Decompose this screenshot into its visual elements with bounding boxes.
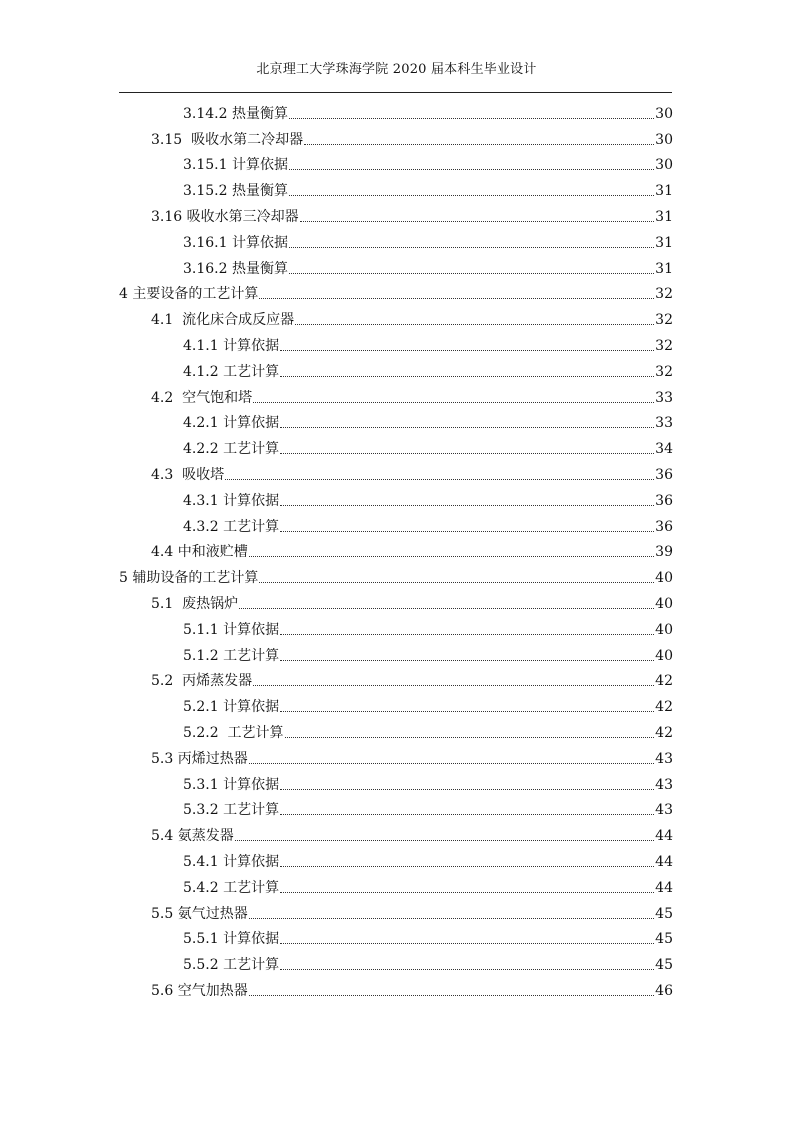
toc-entry[interactable] [119,458,673,484]
dot-leader [259,298,654,299]
toc-entry-title: 4.4 中和液贮槽 [151,544,248,561]
toc-entry-title: 5.5.1 计算依据 [183,931,280,948]
toc-entry-title: 5.2.1 计算依据 [183,699,280,716]
dot-leader [280,892,654,893]
dot-leader [280,660,654,661]
toc-entry-page-number: 42 [655,699,673,716]
dot-leader [249,556,654,557]
toc-entry[interactable] [119,561,673,587]
toc-entry-title: 4.2.2 工艺计算 [183,441,280,458]
dot-leader [249,918,654,919]
toc-entry-page-number: 33 [655,389,673,406]
toc-entry-title: 5.1 废热锅炉 [151,595,239,612]
toc-entry-page-number: 45 [655,905,673,922]
toc-entry[interactable] [119,665,673,691]
toc-entry[interactable] [119,407,673,433]
toc-entry[interactable] [119,200,673,226]
toc-entry-page-number: 43 [655,750,673,767]
toc-entry-title: 4.1.2 工艺计算 [183,363,280,380]
toc-entry-page-number: 31 [655,208,673,225]
toc-entry[interactable] [119,303,673,329]
toc-entry-page-number: 30 [655,131,673,148]
toc-entry[interactable] [119,226,673,252]
toc-entry-title: 5.6 空气加热器 [151,982,248,999]
toc-entry-page-number: 44 [655,879,673,896]
toc-entry-title: 5.5 氨气过热器 [151,905,248,922]
toc-entry-title: 3.15.2 热量衡算 [183,183,288,200]
toc-entry[interactable] [119,613,673,639]
toc-entry[interactable] [119,381,673,407]
toc-entry-title: 5.4.1 计算依据 [183,853,280,870]
toc-entry[interactable] [119,794,673,820]
toc-entry-title: 5.1.1 计算依据 [183,621,280,638]
dot-leader [253,685,654,686]
toc-entry-title: 3.15.1 计算依据 [183,157,288,174]
toc-entry-page-number: 36 [655,518,673,535]
dot-leader [235,840,654,841]
toc-entry[interactable] [119,974,673,1000]
toc-entry-title: 5.3 丙烯过热器 [151,750,248,767]
toc-entry[interactable] [119,948,673,974]
toc-entry-page-number: 31 [655,183,673,200]
toc-entry-title: 5.4 氨蒸发器 [151,828,234,845]
dot-leader [280,376,654,377]
dot-leader [280,505,654,506]
toc-entry-title: 3.16.1 计算依据 [183,234,288,251]
toc-entry-title: 4.2.1 计算依据 [183,415,280,432]
toc-entry-page-number: 40 [655,621,673,638]
dot-leader [280,711,654,712]
toc-entry-title: 3.14.2 热量衡算 [183,105,288,122]
toc-entry-title: 4.2 空气饱和塔 [151,389,253,406]
toc-entry[interactable] [119,742,673,768]
toc-entry-page-number: 45 [655,957,673,974]
toc-entry-page-number: 32 [655,337,673,354]
dot-leader [300,221,655,222]
toc-entry-page-number: 40 [655,570,673,587]
dot-leader [295,324,654,325]
dot-leader [259,582,654,583]
toc-entry[interactable] [119,768,673,794]
dot-leader [289,169,654,170]
toc-entry-title: 5 辅助设备的工艺计算 [119,570,259,587]
dot-leader [280,943,654,944]
dot-leader [289,195,654,196]
toc-entry[interactable] [119,716,673,742]
toc-entry-page-number: 46 [655,982,673,999]
toc-entry-title: 4 主要设备的工艺计算 [119,286,259,303]
toc-entry[interactable] [119,536,673,562]
toc-entry-title: 4.1.1 计算依据 [183,337,280,354]
dot-leader [280,427,654,428]
toc-entry[interactable] [119,278,673,304]
toc-entry-page-number: 32 [655,363,673,380]
toc-entry-page-number: 42 [655,673,673,690]
toc-entry-page-number: 31 [655,260,673,277]
toc-entry[interactable] [119,819,673,845]
toc-entry[interactable] [119,897,673,923]
toc-entry[interactable] [119,355,673,381]
toc-entry-page-number: 32 [655,286,673,303]
dot-leader [253,402,654,403]
toc-entry[interactable] [119,484,673,510]
dot-leader [289,247,654,248]
toc-entry-page-number: 40 [655,647,673,664]
dot-leader [280,969,654,970]
dot-leader [280,866,654,867]
toc-entry-page-number: 40 [655,595,673,612]
toc-entry[interactable] [119,329,673,355]
toc-entry[interactable] [119,639,673,665]
toc-entry-title: 5.1.2 工艺计算 [183,647,280,664]
dot-leader [249,763,654,764]
toc-entry[interactable] [119,123,673,149]
dot-leader [289,273,654,274]
toc-entry-page-number: 45 [655,931,673,948]
toc-entry-page-number: 44 [655,853,673,870]
toc-entry-page-number: 33 [655,415,673,432]
toc-entry-page-number: 32 [655,312,673,329]
toc-entry[interactable] [119,97,673,123]
toc-entry-page-number: 43 [655,776,673,793]
toc-entry-title: 3.16 吸收水第三冷却器 [151,208,299,225]
toc-entry-page-number: 43 [655,802,673,819]
toc-entry-title: 5.3.2 工艺计算 [183,802,280,819]
toc-entry[interactable] [119,587,673,613]
toc-entry[interactable] [119,923,673,949]
toc-entry-page-number: 34 [655,441,673,458]
toc-entry[interactable] [119,149,673,175]
dot-leader [280,789,654,790]
toc-entry-page-number: 44 [655,828,673,845]
toc-entry-page-number: 36 [655,492,673,509]
dot-leader [280,350,654,351]
toc-entry-title: 3.16.2 热量衡算 [183,260,288,277]
toc-entry-title: 5.5.2 工艺计算 [183,957,280,974]
toc-entry-title: 5.4.2 工艺计算 [183,879,280,896]
toc-entry[interactable] [119,252,673,278]
dot-leader [225,479,654,480]
dot-leader [280,453,654,454]
toc-entry[interactable] [119,510,673,536]
page-header: 北京理工大学珠海学院 2020 届本科生毕业设计 [256,62,537,77]
dot-leader [249,995,654,996]
dot-leader [289,118,654,119]
toc-entry-page-number: 30 [655,105,673,122]
toc-entry-title: 5.2 丙烯蒸发器 [151,673,253,690]
toc-entry[interactable] [119,432,673,458]
toc-entry[interactable] [119,174,673,200]
toc-entry[interactable] [119,845,673,871]
dot-leader [280,531,654,532]
toc-entry-page-number: 42 [655,724,673,741]
toc-entry-title: 5.3.1 计算依据 [183,776,280,793]
header-divider [119,92,672,93]
toc-entry[interactable] [119,690,673,716]
toc-entry-page-number: 39 [655,544,673,561]
toc-entry-page-number: 30 [655,157,673,174]
toc-entry[interactable] [119,871,673,897]
toc-entry-title: 5.2.2 工艺计算 [183,724,284,741]
dot-leader [280,814,654,815]
toc-entry-title: 4.1 流化床合成反应器 [151,312,295,329]
dot-leader [239,608,654,609]
dot-leader [304,144,654,145]
toc-entry-page-number: 36 [655,466,673,483]
toc-entry-page-number: 31 [655,234,673,251]
dot-leader [285,737,655,738]
dot-leader [280,634,654,635]
table-of-contents [119,97,673,1000]
toc-entry-title: 4.3.1 计算依据 [183,492,280,509]
toc-entry-title: 4.3.2 工艺计算 [183,518,280,535]
toc-entry-title: 3.15 吸收水第二冷却器 [151,131,304,148]
toc-entry-title: 4.3 吸收塔 [151,466,225,483]
